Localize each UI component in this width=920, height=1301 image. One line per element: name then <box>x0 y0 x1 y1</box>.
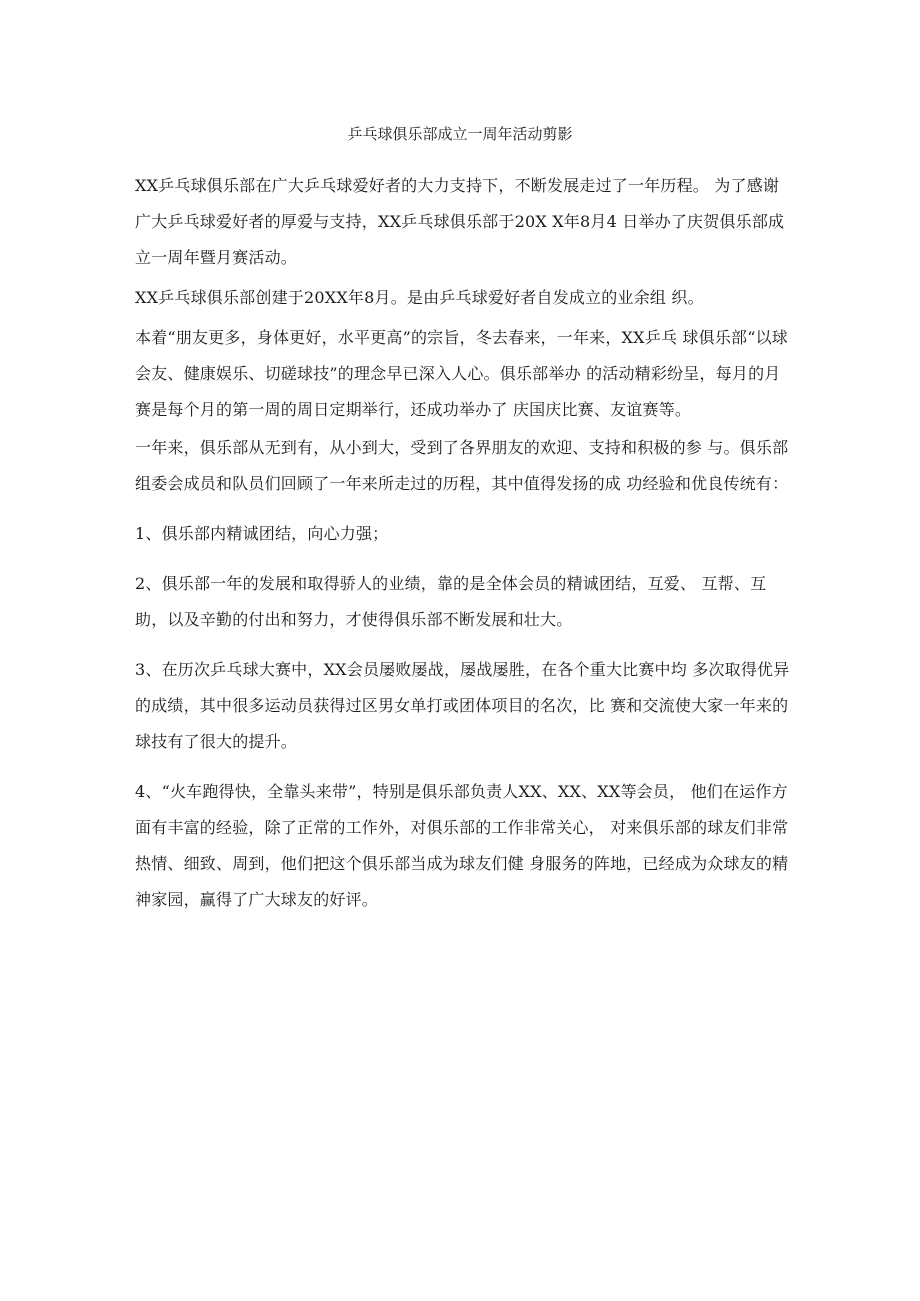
list-item-1: 1、俱乐部内精诚团结，向心力强； <box>135 524 389 543</box>
list-item-3: 3、在历次乒乓球大赛中，XX会员屡败屡战，屡战屡胜，在各个重大比赛中均 多次取得优异的成绩，其中很多运动员获得过区男女单打或团体项目的名次，比 赛和交流使大家一年来的球技有了很大的提升。 <box>135 660 790 751</box>
paragraph-tenet: 本着“朋友更多，身体更好，水平更高”的宗旨，冬去春来，一年来，XX乒乓 球俱乐部“以球会友、健康娱乐、切磋球技”的理念早已深入人心。俱乐部举办 的活动精彩纷呈，每月的月赛是每个月的第一周的周日定期举行，还成功举办了 庆国庆比赛、友谊赛等。 <box>135 328 789 419</box>
document-body <box>135 168 795 918</box>
document-title: 乒乓球俱乐部成立一周年活动剪影 <box>347 125 573 143</box>
list-item-2: 2、俱乐部一年的发展和取得骄人的业绩，靠的是全体会员的精诚团结，互爱、 互帮、互助，以及辛勤的付出和努力，才使得俱乐部不断发展和壮大。 <box>135 574 767 629</box>
paragraph-intro: XX乒乓球俱乐部在广大乒乓球爱好者的大力支持下，不断发展走过了一年历程。 为了感谢广大乒乓球爱好者的厚爱与支持，XX乒乓球俱乐部于20X X年8月4 日举办了庆贺俱乐部成立一周年暨月赛活动。 <box>135 176 785 267</box>
paragraph-founding: XX乒乓球俱乐部创建于20XX年8月。是由乒乓球爱好者自发成立的业余组 织。 <box>135 288 704 307</box>
paragraph-year-review: 一年来，俱乐部从无到有，从小到大，受到了各界朋友的欢迎、支持和积极的参 与。俱乐部组委会成员和队员们回顾了一年来所走过的历程，其中值得发扬的成 功经验和优良传统有： <box>135 438 789 493</box>
list-item-4: 4、“火车跑得快，全靠头来带”，特别是俱乐部负责人XX、XX、XX等会员， 他们在运作方面有丰富的经验，除了正常的工作外，对俱乐部的工作非常关心， 对来俱乐部的球友们非常热情、细致、周到，他们把这个俱乐部当成为球友们健 身服务的阵地，已经成为众球友的精神家园，赢得了广大球友的好评。 <box>135 782 789 909</box>
